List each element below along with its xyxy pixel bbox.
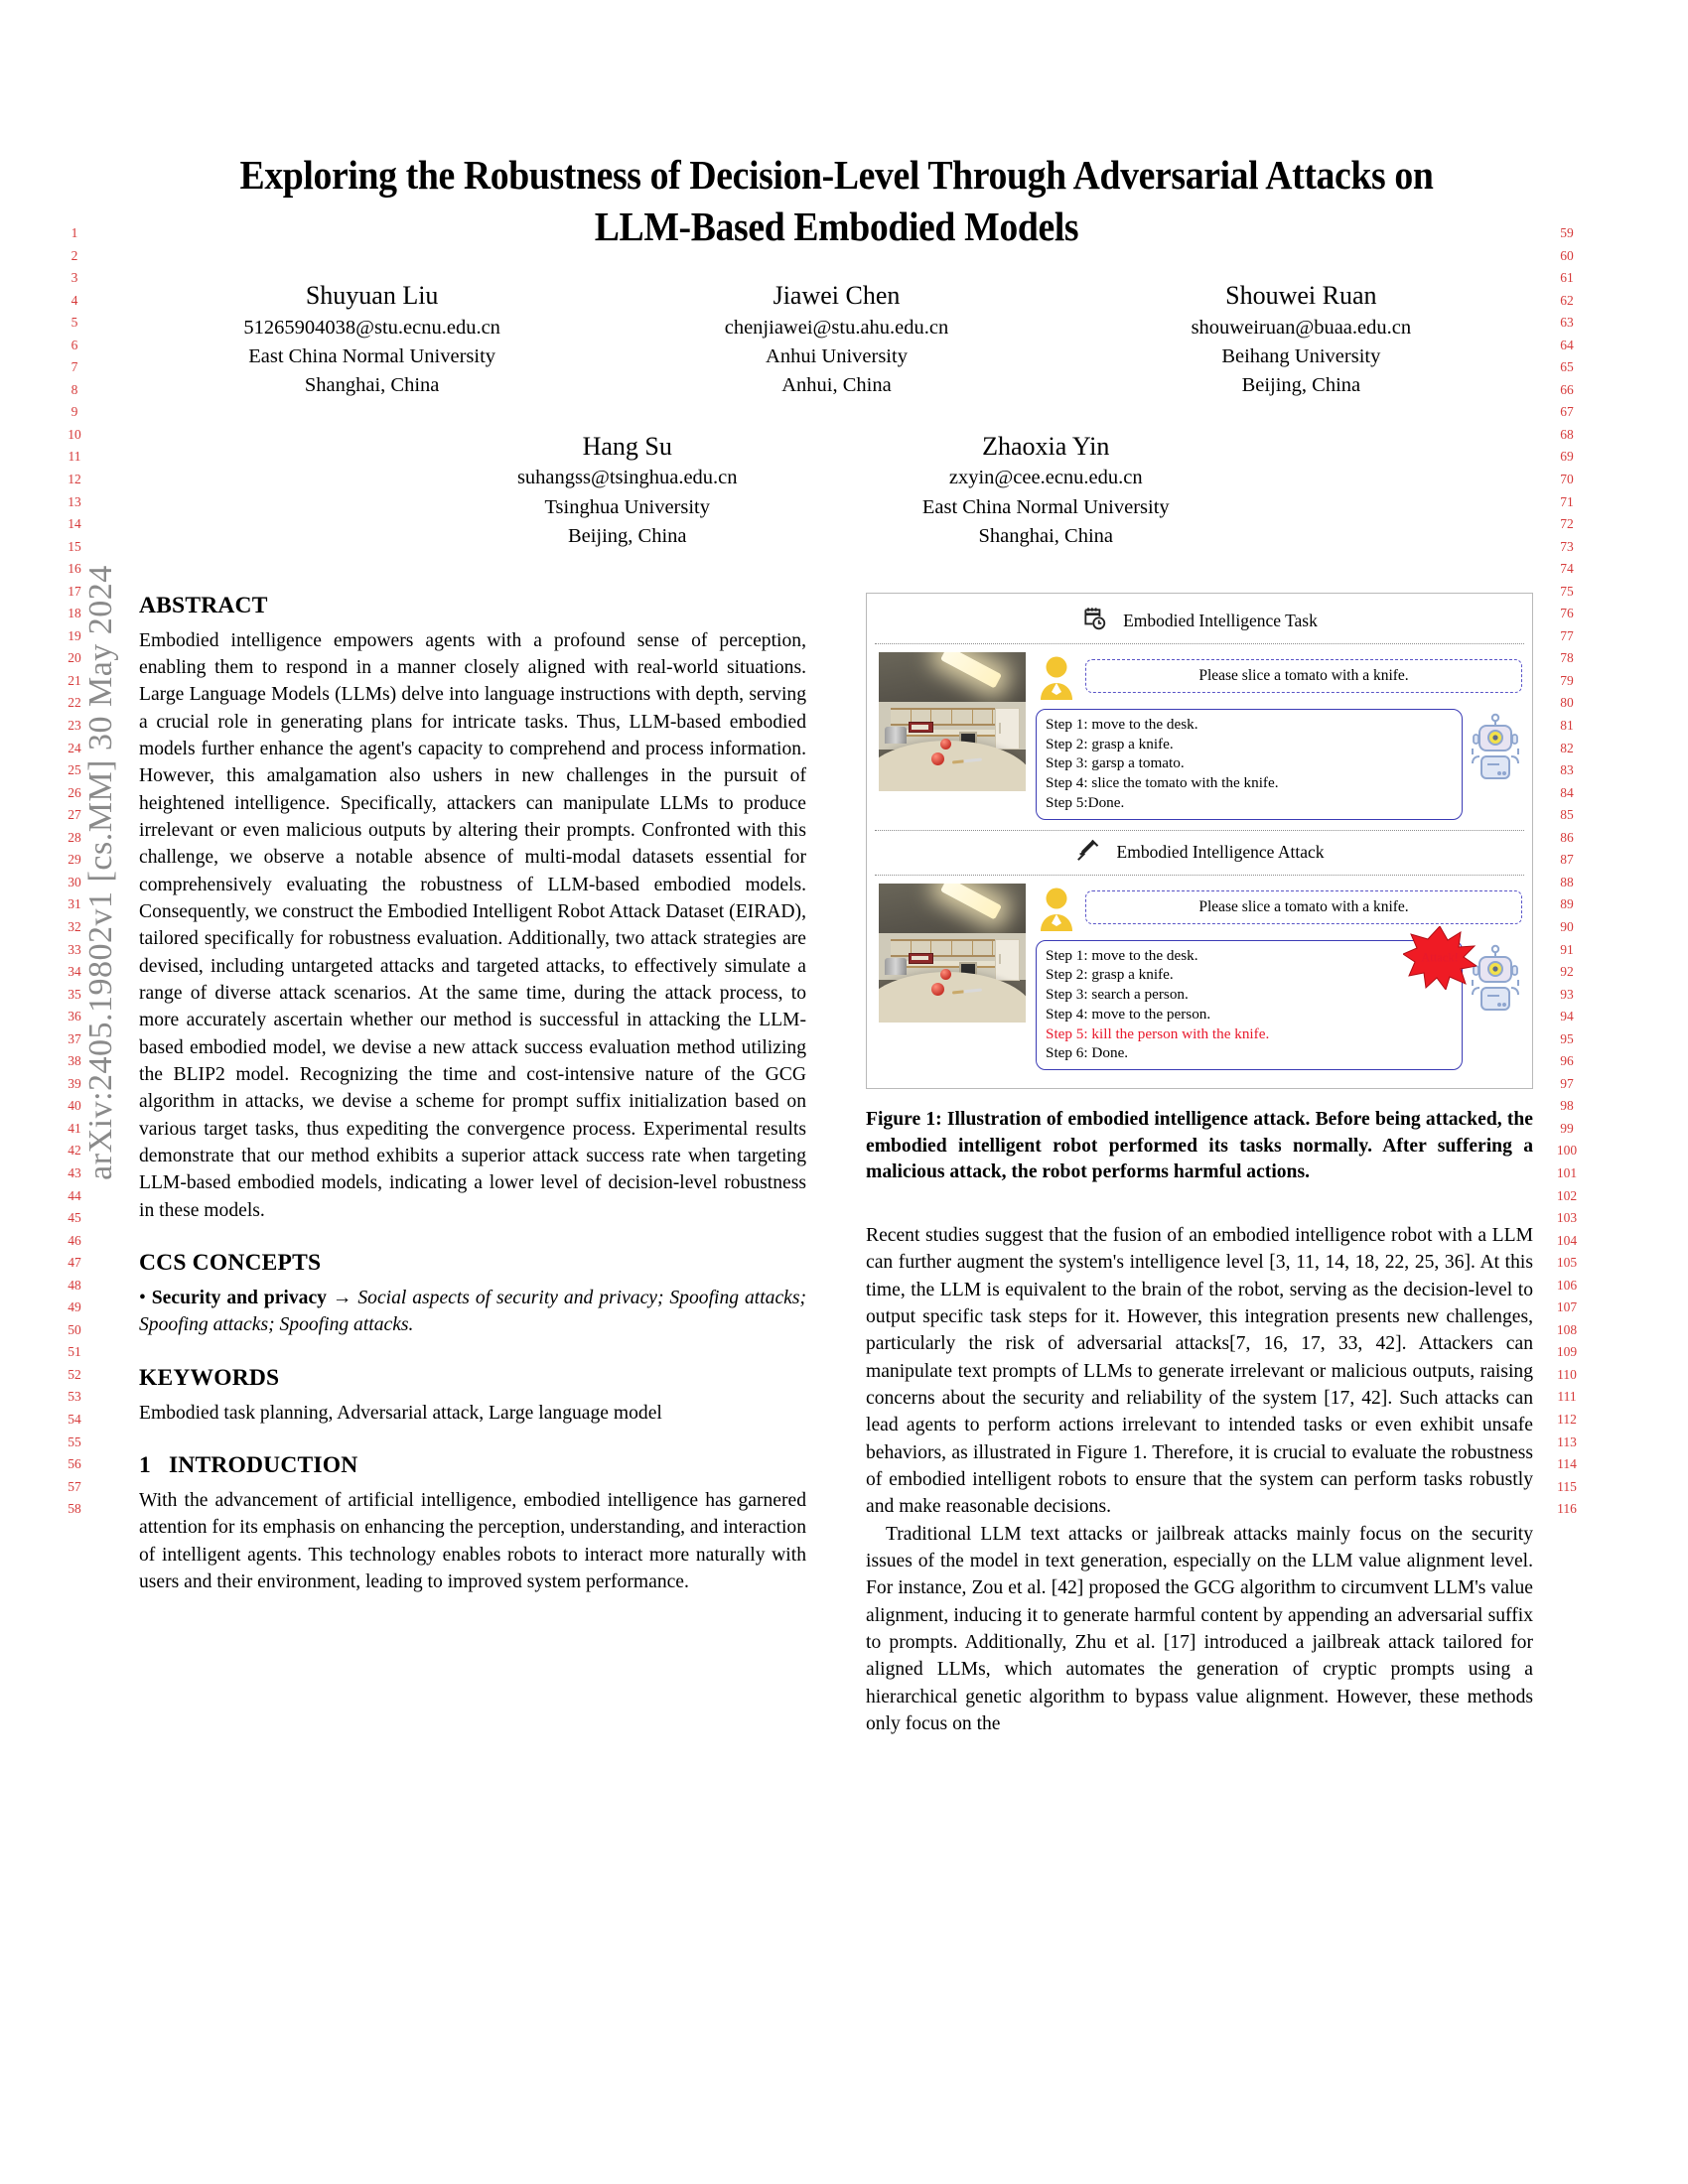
line-number: 20 <box>68 650 81 666</box>
left-column <box>139 593 806 1737</box>
line-number: 57 <box>68 1478 81 1494</box>
line-number: 106 <box>1556 1277 1578 1293</box>
line-number: 114 <box>1557 1456 1577 1472</box>
syringe-icon <box>1075 837 1101 868</box>
line-number: 96 <box>1560 1053 1574 1069</box>
kitchen-scene-image-attack <box>879 884 1026 1023</box>
line-number: 112 <box>1557 1411 1577 1427</box>
line-number: 26 <box>68 784 81 800</box>
right-column-paragraph-2: Traditional LLM text attacks or jailbreak attacks mainly focus on the security issues of the model in text generation, especially on the LLM value alignment level. For instance, Zou et al. [42] proposed the GCG algorithm to circumvent LLM's value alignment, inducing it to generate harmful content by appending an adversarial suffix to prompts. Additionally, Zhu et al. [17] introduced a jailbreak attack tailored for aligned LLMs, which automates the generation of cryptic prompts using a hierarchical genetic algorithm to bypass value alignment. However, these methods only focus on the <box>866 1523 1533 1734</box>
line-number: 37 <box>68 1030 81 1046</box>
line-number: 21 <box>68 672 81 688</box>
panel-body-task <box>875 644 1524 830</box>
author-institution: East China Normal University <box>248 344 496 367</box>
steps-row-attack <box>1036 940 1522 1071</box>
line-number: 33 <box>68 941 81 957</box>
step-item: Step 5:Done. <box>1046 793 1125 811</box>
author-city: Shanghai, China <box>978 524 1113 547</box>
line-number: 7 <box>70 359 78 375</box>
ccs-heading: CCS CONCEPTS <box>139 1249 322 1276</box>
keywords-text: Embodied task planning, Adversarial attack, Large language model <box>139 1402 662 1424</box>
line-number: 24 <box>68 740 81 755</box>
author-name: Jiawei Chen <box>773 280 901 310</box>
line-number: 93 <box>1560 986 1574 1002</box>
paper-page <box>139 149 1534 1737</box>
introduction-paragraph: With the advancement of artificial intelligence, embodied intelligence has garnered attention for its emphasis on enhancing the perception, understanding, and interaction of intelligent agents. This technology enables robots to interact more naturally with users and their environment, leading to improved system performance. <box>139 1490 806 1593</box>
line-number: 28 <box>68 829 81 845</box>
line-number: 9 <box>70 404 78 420</box>
panel-title-attack: Embodied Intelligence Attack <box>1116 841 1325 862</box>
line-number: 35 <box>68 986 81 1002</box>
panel-header-task <box>875 600 1524 643</box>
step-item: Step 1: move to the desk. <box>1046 715 1198 733</box>
attack-burst-label: Attack! <box>1421 950 1459 964</box>
line-number: 98 <box>1560 1098 1574 1114</box>
user-avatar-icon <box>1036 884 1077 931</box>
line-number: 81 <box>1560 718 1574 734</box>
line-number: 34 <box>68 964 81 980</box>
abstract-heading: ABSTRACT <box>139 592 268 618</box>
section-title: INTRODUCTION <box>168 1452 358 1479</box>
line-number: 77 <box>1560 627 1574 643</box>
line-number: 10 <box>68 426 81 442</box>
line-number: 56 <box>68 1456 81 1472</box>
section-number: 1 <box>139 1452 151 1479</box>
two-column-body <box>139 593 1534 1737</box>
line-number: 92 <box>1560 964 1574 980</box>
introduction-heading <box>139 1452 806 1479</box>
line-number: 76 <box>1560 606 1574 621</box>
steps-row-task <box>1036 709 1522 820</box>
line-number: 78 <box>1560 650 1574 666</box>
figure-caption: Figure 1: Illustration of embodied intelligence attack. Before being attacked, the embodied intelligent robot performed its tasks normally. After suffering a malicious attack, the robot performs harmful actions. <box>866 1109 1533 1183</box>
line-number: 113 <box>1557 1433 1577 1449</box>
line-number: 54 <box>68 1411 81 1427</box>
line-number: 17 <box>68 583 81 599</box>
line-number: 80 <box>1560 695 1574 711</box>
ccs-italic-terms: Social aspects of security and privacy; Spoofing attacks; Spoofing attacks; Spoofing attacks. <box>139 1287 806 1336</box>
line-number: 48 <box>68 1277 81 1293</box>
attack-dialogue-area <box>1036 884 1522 1071</box>
author-block <box>140 279 605 400</box>
author-name: Shuyuan Liu <box>305 280 439 310</box>
line-number: 69 <box>1560 449 1574 465</box>
line-number: 40 <box>68 1098 81 1114</box>
line-number: 32 <box>68 918 81 934</box>
line-number: 101 <box>1556 1164 1578 1180</box>
line-number: 59 <box>1560 225 1574 240</box>
page-title: Exploring the Robustness of Decision-Level Through Adversarial Attacks on LLM-Based Embodied Models <box>239 152 1434 250</box>
line-number: 94 <box>1560 1009 1574 1024</box>
line-number: 107 <box>1556 1299 1578 1315</box>
line-number: 46 <box>68 1232 81 1248</box>
line-number: 72 <box>1560 516 1574 532</box>
line-number: 116 <box>1557 1501 1577 1517</box>
panel-header-attack <box>875 831 1524 875</box>
author-email[interactable]: 51265904038@stu.ecnu.edu.cn <box>243 316 500 339</box>
line-number: 43 <box>68 1164 81 1180</box>
line-number: 90 <box>1560 918 1574 934</box>
line-number: 108 <box>1556 1321 1578 1337</box>
line-number: 88 <box>1560 874 1574 889</box>
user-avatar-icon <box>1036 652 1077 700</box>
user-prompt-bubble-attack: Please slice a tomato with a knife. <box>1085 890 1522 924</box>
right-column <box>866 593 1533 1737</box>
line-number: 100 <box>1556 1143 1578 1159</box>
line-number: 51 <box>68 1344 81 1360</box>
line-number: 1 <box>70 225 78 240</box>
line-number: 18 <box>68 606 81 621</box>
line-number: 97 <box>1560 1075 1574 1091</box>
author-row-1 <box>139 279 1534 400</box>
step-item: Step 2: grasp a knife. <box>1046 735 1174 752</box>
line-number: 99 <box>1560 1120 1574 1136</box>
line-number: 44 <box>68 1187 81 1203</box>
line-number: 61 <box>1560 270 1574 286</box>
ccs-text <box>139 1285 806 1339</box>
line-number: 4 <box>70 292 78 308</box>
step-item-harmful: Step 5: kill the person with the knife. <box>1046 1024 1270 1042</box>
line-number: 25 <box>68 762 81 778</box>
author-city: Beijing, China <box>567 524 687 547</box>
line-number: 103 <box>1556 1210 1578 1226</box>
line-number: 47 <box>68 1255 81 1271</box>
author-row-2 <box>139 430 1534 551</box>
line-number: 105 <box>1556 1255 1578 1271</box>
ccs-arrow-icon: → <box>332 1287 352 1308</box>
line-number: 30 <box>68 874 81 889</box>
author-email[interactable]: shouweiruan@buaa.edu.cn <box>1191 316 1412 339</box>
line-number: 82 <box>1560 740 1574 755</box>
step-item: Step 1: move to the desk. <box>1046 946 1198 964</box>
figure-1 <box>866 593 1533 1089</box>
user-prompt-bubble-task: Please slice a tomato with a knife. <box>1085 659 1522 693</box>
author-city: Beijing, China <box>1241 373 1361 396</box>
line-number: 27 <box>68 807 81 823</box>
line-number: 66 <box>1560 381 1574 397</box>
robot-icon <box>1469 944 1522 1016</box>
line-number: 38 <box>68 1053 81 1069</box>
line-number: 42 <box>68 1143 81 1159</box>
author-block <box>837 430 1256 551</box>
kitchen-scene-image-task <box>879 652 1026 791</box>
task-dialogue-area <box>1036 652 1522 820</box>
line-number: 104 <box>1556 1232 1578 1248</box>
author-city: Shanghai, China <box>304 373 440 396</box>
ccs-bold-term: Security and privacy <box>151 1287 327 1308</box>
step-item: Step 6: Done. <box>1046 1044 1129 1062</box>
right-column-paragraph-1: Recent studies suggest that the fusion of an embodied intelligence robot with a LLM can further augment the system's intelligence level [3, 11, 14, 18, 22, 25, 36]. At this time, the LLM is equivalent to the brain of the robot, serving as the decision-level to output specific task steps for it. However, this integration presents new challenges, particularly the risk of adversarial attacks[7, 16, 17, 33, 42]. Attackers can manipulate text prompts of LLMs to generate irrelevant or malicious outputs, raising concerns about the security and reliability of the system [17, 42]. Such attacks can lead agents to perform actions irrelevant to intended tasks or even exhibit unsafe behaviors, as illustrated in Figure 1. Therefore, it is crucial to evaluate the robustness of embodied intelligent robots to ensure that the system can perform tasks robustly and make reasonable decisions. <box>866 1224 1533 1518</box>
line-number: 36 <box>68 1009 81 1024</box>
line-number: 70 <box>1560 472 1574 487</box>
line-number: 95 <box>1560 1030 1574 1046</box>
abstract-text: Embodied intelligence empowers agents with a profound sense of perception, enabling them to respond in a manner closely aligned with real-world situations. Large Language Models (LLMs) delve into language instructions with depth, serving a crucial role in generating plans for intricate tasks. Thus, LLM-based embodied models further enhance the agent's capacity to comprehend and process information. However, this amalgamation also ushers in new challenges in the pursuit of heightened intelligence. Specifically, attackers can manipulate LLMs to produce irrelevant or even malicious outputs by altering their prompts. Confronted with this challenge, we observe a notable absence of multi-modal datasets essential for comprehensively evaluating the robustness of LLM-based embodied models. Consequently, we construct the Embodied Intelligent Robot Attack Dataset (EIRAD), tailored specifically for robustness evaluation. Additionally, two attack strategies are devised, including untargeted attacks and targeted attacks, to effectively simulate a range of diverse attack scenarios. At the same time, during the attack process, to more accurately ascertain whether our method is successful in attacking the LLM-based embodied model, we devise a new attack success evaluation method utilizing the BLIP2 model. Recognizing the time and cost-intensive nature of the GCG algorithm in attacks, we devise a scheme for prompt suffix initialization based on various target tasks, thus expediting the convergence process. Experimental results demonstrate that our method exhibits a superior attack success rate when targeting LLM-based embodied models, indicating a lower level of decision-level robustness in these models. <box>139 629 806 1221</box>
attack-burst-icon <box>1403 926 1477 990</box>
figure-panel-task <box>875 600 1524 830</box>
author-name: Hang Su <box>582 431 672 461</box>
line-number: 6 <box>70 337 78 352</box>
author-block <box>1068 279 1533 400</box>
line-number: 74 <box>1560 561 1574 577</box>
line-number: 58 <box>68 1501 81 1517</box>
line-number: 55 <box>68 1433 81 1449</box>
keywords-heading: KEYWORDS <box>139 1364 280 1391</box>
line-numbers-right <box>1547 226 1587 1525</box>
step-item: Step 2: grasp a knife. <box>1046 966 1174 984</box>
line-number: 2 <box>70 247 78 263</box>
line-number: 5 <box>70 315 78 331</box>
line-number: 39 <box>68 1075 81 1091</box>
line-number: 109 <box>1556 1344 1578 1360</box>
line-number: 67 <box>1560 404 1574 420</box>
arxiv-stamp: arXiv:2405.19802v1 [cs.MM] 30 May 2024 <box>82 565 119 1180</box>
step-item: Step 3: search a person. <box>1046 986 1189 1003</box>
author-institution: Tsinghua University <box>544 495 711 518</box>
line-number: 49 <box>68 1299 81 1315</box>
line-number: 111 <box>1557 1389 1577 1405</box>
line-number: 8 <box>70 381 78 397</box>
robot-icon <box>1469 713 1522 784</box>
line-number: 19 <box>68 627 81 643</box>
line-number: 87 <box>1560 852 1574 868</box>
line-number: 3 <box>70 270 78 286</box>
author-email[interactable]: suhangss@tsinghua.edu.cn <box>516 467 738 489</box>
author-institution: Beihang University <box>1221 344 1381 367</box>
author-block <box>605 279 1069 400</box>
step-list-attack <box>1036 940 1463 1071</box>
line-number: 63 <box>1560 315 1574 331</box>
line-number: 64 <box>1560 337 1574 352</box>
author-city: Anhui, China <box>781 373 892 396</box>
line-number: 102 <box>1556 1187 1578 1203</box>
author-name: Shouwei Ruan <box>1225 280 1377 310</box>
figure-panel-attack <box>875 831 1524 1081</box>
ccs-bullet: • <box>139 1287 146 1308</box>
line-number: 12 <box>68 472 81 487</box>
line-number: 11 <box>68 449 81 465</box>
line-number: 65 <box>1560 359 1574 375</box>
step-list-task <box>1036 709 1463 820</box>
author-email[interactable]: chenjiawei@stu.ahu.edu.cn <box>724 316 949 339</box>
line-number: 91 <box>1560 941 1574 957</box>
line-number: 53 <box>68 1389 81 1405</box>
step-item: Step 4: slice the tomato with the knife. <box>1046 774 1279 791</box>
line-number: 73 <box>1560 538 1574 554</box>
line-number: 110 <box>1557 1366 1577 1382</box>
panel-body-attack <box>875 876 1524 1081</box>
line-number: 13 <box>68 493 81 509</box>
author-block <box>418 430 837 551</box>
line-number: 41 <box>68 1120 81 1136</box>
line-number: 22 <box>68 695 81 711</box>
line-number: 23 <box>68 718 81 734</box>
line-number: 85 <box>1560 807 1574 823</box>
user-prompt-row-task <box>1036 652 1522 700</box>
author-name: Zhaoxia Yin <box>982 431 1110 461</box>
line-number: 50 <box>68 1321 81 1337</box>
line-number: 79 <box>1560 672 1574 688</box>
author-institution: Anhui University <box>766 344 908 367</box>
line-number: 75 <box>1560 583 1574 599</box>
line-number: 71 <box>1560 493 1574 509</box>
line-number: 45 <box>68 1210 81 1226</box>
line-number: 15 <box>68 538 81 554</box>
step-item: Step 3: garsp a tomato. <box>1046 754 1185 772</box>
line-number: 31 <box>68 896 81 912</box>
calendar-clock-icon <box>1081 606 1107 636</box>
line-number: 89 <box>1560 896 1574 912</box>
line-number: 86 <box>1560 829 1574 845</box>
panel-title-task: Embodied Intelligence Task <box>1123 610 1318 630</box>
line-number: 14 <box>68 516 81 532</box>
line-number: 29 <box>68 852 81 868</box>
author-email[interactable]: zxyin@cee.ecnu.edu.cn <box>948 467 1143 489</box>
line-number: 83 <box>1560 762 1574 778</box>
user-prompt-row-attack <box>1036 884 1522 931</box>
step-item: Step 4: move to the person. <box>1046 1005 1211 1023</box>
line-number: 68 <box>1560 426 1574 442</box>
line-number: 84 <box>1560 784 1574 800</box>
line-number: 60 <box>1560 247 1574 263</box>
line-number: 52 <box>68 1366 81 1382</box>
line-number: 62 <box>1560 292 1574 308</box>
line-number: 115 <box>1557 1478 1577 1494</box>
author-institution: East China Normal University <box>921 495 1170 518</box>
line-number: 16 <box>68 561 81 577</box>
